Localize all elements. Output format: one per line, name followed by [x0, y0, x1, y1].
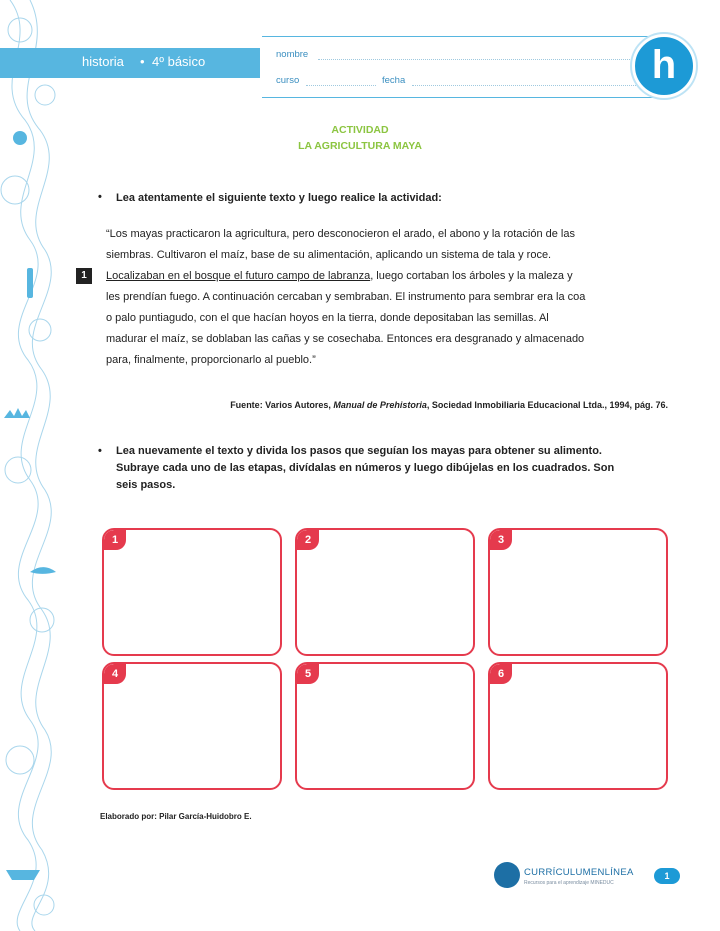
footer-brand: CURRÍCULUMENLÍNEA [524, 867, 634, 878]
student-form [262, 36, 663, 98]
course-label: curso [276, 75, 300, 86]
course-field[interactable] [306, 85, 376, 86]
page-number: 1 [654, 868, 680, 884]
bullet-icon: • [98, 191, 102, 203]
instruction-1: Lea atentamente el siguiente texto y luego realice la actividad: [116, 192, 442, 204]
underlined-step: Localizaban en el bosque el futuro campo de labranza [106, 270, 371, 282]
footer-tagline: Recursos para el aprendizaje MINEDUC [524, 880, 614, 886]
warrior-icon [27, 268, 33, 298]
header-separator: • [140, 54, 145, 69]
step-marker: 1 [76, 268, 92, 284]
source-citation: Fuente: Varios Autores, Manual de Prehistoria, Sociedad Inmobiliaria Educacional Ltda., 1994, pág. 76. [230, 400, 668, 410]
box-number: 6 [490, 664, 512, 684]
author-credit: Elaborado por: Pilar García-Huidobro E. [100, 812, 252, 821]
drawing-box-1[interactable] [102, 528, 282, 656]
quote-line: siembras. Cultivaron el maíz, base de su alimentación, aplicando un sistema de tala y roce. [106, 249, 552, 261]
ship-icon [6, 845, 40, 880]
name-label: nombre [276, 49, 309, 60]
activity-subtitle: LA AGRICULTURA MAYA [298, 140, 422, 152]
bird-icon [30, 567, 56, 574]
header-band [0, 48, 260, 78]
drawing-box-2[interactable] [295, 528, 475, 656]
name-field[interactable] [318, 59, 638, 60]
h-logo: h [632, 34, 696, 98]
date-field[interactable] [412, 85, 638, 86]
drawing-box-5[interactable] [295, 662, 475, 790]
quote-line: para, finalmente, proporcionarlo al pueblo.” [106, 354, 316, 366]
box-number: 1 [104, 530, 126, 550]
drawing-box-3[interactable] [488, 528, 668, 656]
box-number: 5 [297, 664, 319, 684]
bullet-icon: • [98, 445, 102, 457]
date-label: fecha [382, 75, 406, 86]
drawing-box-4[interactable] [102, 662, 282, 790]
box-number: 3 [490, 530, 512, 550]
grade-label: 4º básico [152, 54, 206, 69]
quote-line: madurar el maíz, se doblaban las cañas y se cosechaba. Entonces era desgranado y almacenado [106, 333, 585, 345]
activity-title: ACTIVIDAD [331, 124, 389, 136]
instruction-2: Lea nuevamente el texto y divida los pasos que seguían los mayas para obtener su alimento. Subraye cada uno de las etapas, divídalas en números y luego dibújelas en los cuadrados. Son seis pasos. [116, 445, 615, 491]
quote-line: “Los mayas practicaron la agricultura, pero desconocieron el arado, el abono y la rotación de las [106, 228, 575, 240]
subject-label: historia [82, 54, 124, 69]
quote-line: les prendían fuego. A continuación cercaban y sembraban. El instrumento para sembrar era la coa [106, 291, 586, 303]
quote-line: Localizaban en el bosque el futuro campo de labranza, luego cortaban los árboles y la maleza y [106, 270, 573, 282]
crown-icon [4, 408, 30, 418]
drawing-box-6[interactable] [488, 662, 668, 790]
box-number: 2 [297, 530, 319, 550]
curriculum-logo-icon [494, 862, 520, 888]
quote-line: o palo puntiagudo, con el que hacían hoyos en la tierra, donde depositaban las semillas. Al [106, 312, 549, 324]
quote-text [106, 224, 666, 371]
box-number: 4 [104, 664, 126, 684]
